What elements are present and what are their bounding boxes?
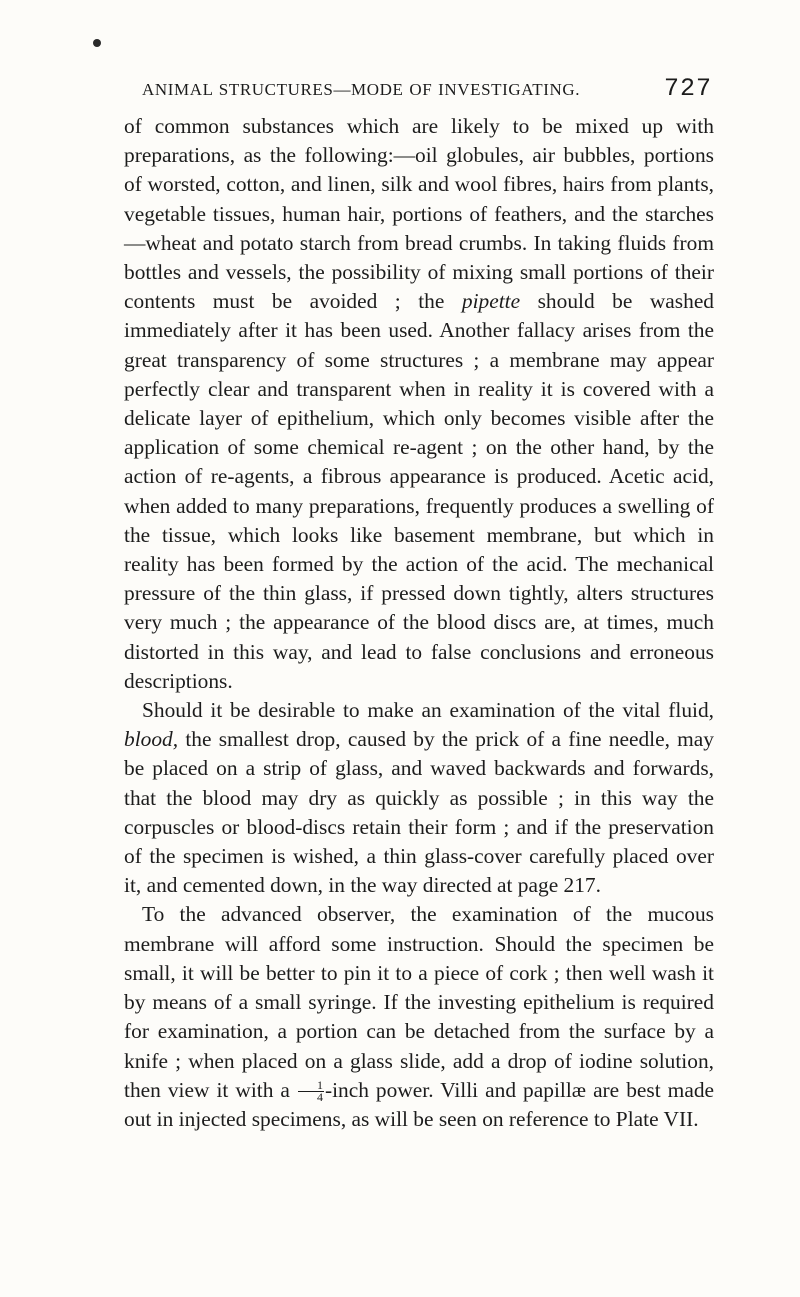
fraction-denominator: 4 [316, 1090, 323, 1105]
quarter-fraction [298, 1080, 324, 1103]
paragraph-1-text-b: should be washed immediately after it has been used. Another fallacy arises from the great transparency of some structures ; a membrane may appear perfectly clear and transparent when in reality it is covered with a delicate layer of epithelium, which only becomes visible after the application of some chemical re-agent ; on the other hand, by the action of re-agents, a fibrous appearance is produced. Acetic acid, when added to many preparations, frequently produces a swelling of the tissue, which looks like basement membrane, but which in reality has been formed by the action of the acid. The mechanical pressure of the thin glass, if pressed down tightly, alters structures very much ; the appearance of the blood discs are, at times, much distorted in this way, and lead to false conclusions and erroneous descriptions. [124, 289, 715, 693]
paragraph-3-text-a: To the advanced observer, the examination of the mucous membrane will afford some instruction. Should the specimen be small, it will be better to pin it to a piece of cork ; then well wash it by means of a small syringe. If the investing epithelium is required for examination, a portion can be detached from the surface by a knife ; when placed on a glass slide, add a drop of iodine solution, then view it with a [124, 902, 714, 1102]
paragraph-1-text-a: of common substances which are likely to be mixed up with preparations, as the following:—oil globules, air bubbles, portions of worsted, cotton, and linen, silk and wool fibres, hairs from plants, vegetable tissues, human hair, portions of feathers, and the starches—wheat and potato starch from bread crumbs. In taking fluids from bottles and vessels, the possibility of mixing small portions of their contents must be avoided ; the [124, 114, 714, 314]
bullet-mark [93, 39, 101, 47]
paragraph-2-text-b: the smallest drop, caused by the prick of a fine needle, may be placed on a strip of glass, and waved backwards and forwards, that the blood may dry as quickly as possible ; in this way the corpuscles or blood-discs retain their form ; and if the preservation of the specimen is wished, a thin glass-cover carefully placed over it, and cemented down, in the way directed at page 217. [124, 727, 714, 898]
page-number: 727 [663, 74, 712, 103]
paragraph-3-text-b: -inch power. Villi and papillæ are best made out in injected specimens, as will be seen on reference to Plate VII. [124, 1077, 715, 1131]
fraction-numerator: 1 [298, 1080, 324, 1092]
paragraph-3 [124, 900, 714, 1134]
running-title: ANIMAL STRUCTURES—MODE OF INVESTIGATING. [142, 80, 581, 99]
paragraph-1-italic: pipette [461, 289, 521, 314]
paragraph-1 [124, 112, 714, 696]
paragraph-2-italic: blood, [124, 727, 179, 752]
paragraph-2 [124, 696, 714, 900]
body-text [124, 112, 714, 1134]
running-head [142, 74, 712, 104]
paragraph-2-text-a: Should it be desirable to make an examination of the vital fluid, [142, 698, 714, 723]
